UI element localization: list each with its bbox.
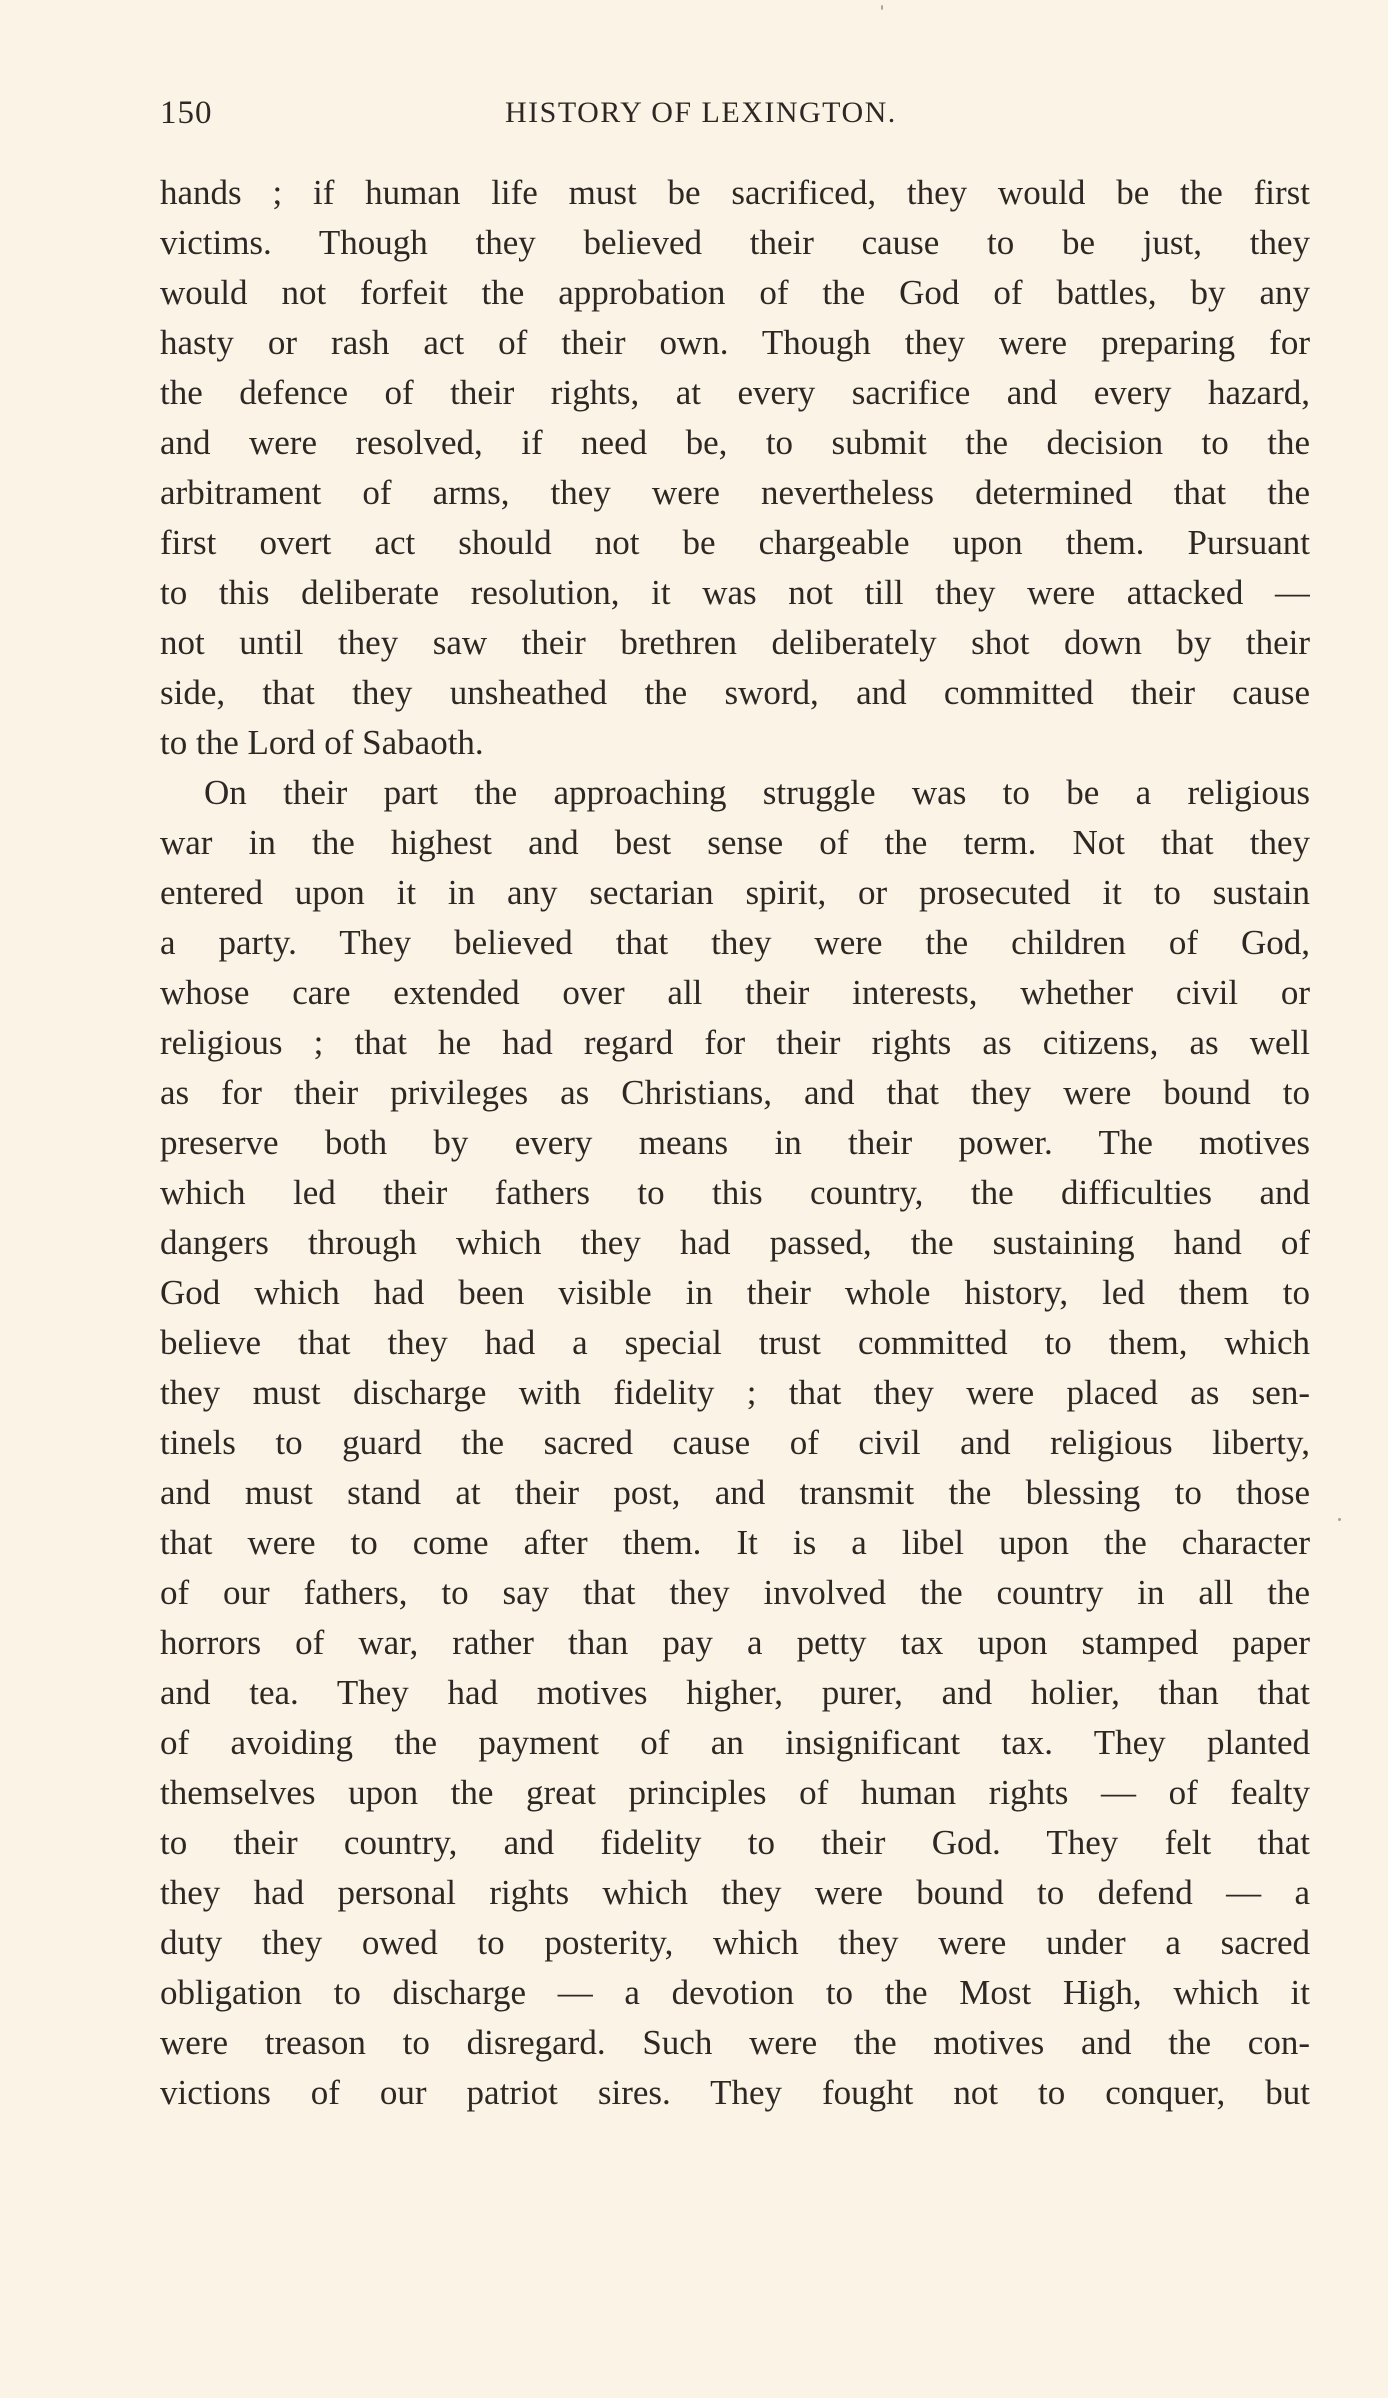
text-line: horrors of war, rather than pay a petty tax upon stamped paper <box>160 1623 1310 1662</box>
text-line: religious ; that he had regard for their rights as citizens, as well <box>160 1023 1310 1062</box>
text-line: which led their fathers to this country, the difficulties and <box>160 1173 1310 1212</box>
text-line: not until they saw their brethren deliberately shot down by their <box>160 623 1310 662</box>
text-line: of our fathers, to say that they involved the country in all the <box>160 1573 1310 1612</box>
text-line: they had personal rights which they were bound to defend — a <box>160 1873 1310 1912</box>
paragraph-first-line: On their part the approaching struggle was to be a religious <box>204 773 1310 812</box>
text-line: a party. They believed that they were the children of God, <box>160 923 1310 962</box>
text-line: entered upon it in any sectarian spirit, or prosecuted it to sustain <box>160 873 1310 912</box>
text-line: God which had been visible in their whole history, led them to <box>160 1273 1310 1312</box>
text-line: they must discharge with fidelity ; that they were placed as sen- <box>160 1373 1310 1412</box>
running-header <box>160 90 1310 136</box>
text-line: obligation to discharge — a devotion to the Most High, which it <box>160 1973 1310 2012</box>
text-line: themselves upon the great principles of human rights — of fealty <box>160 1773 1310 1812</box>
text-line: to this deliberate resolution, it was not till they were attacked — <box>160 573 1310 612</box>
text-line: were treason to disregard. Such were the motives and the con- <box>160 2023 1310 2062</box>
text-line: side, that they unsheathed the sword, and committed their cause <box>160 673 1310 712</box>
running-title: HISTORY OF LEXINGTON. <box>505 96 897 129</box>
text-line: arbitrament of arms, they were nevertheless determined that the <box>160 473 1310 512</box>
text-line: whose care extended over all their interests, whether civil or <box>160 973 1310 1012</box>
text-line: war in the highest and best sense of the term. Not that they <box>160 823 1310 862</box>
paper-speck <box>1338 1518 1341 1521</box>
text-line: that were to come after them. It is a libel upon the character <box>160 1523 1310 1562</box>
text-line: victions of our patriot sires. They fought not to conquer, but <box>160 2073 1310 2112</box>
text-line: hasty or rash act of their own. Though they were preparing for <box>160 323 1310 362</box>
text-line: and must stand at their post, and transmit the blessing to those <box>160 1473 1310 1512</box>
text-line: as for their privileges as Christians, and that they were bound to <box>160 1073 1310 1112</box>
text-line: believe that they had a special trust committed to them, which <box>160 1323 1310 1362</box>
text-line: first overt act should not be chargeable upon them. Pursuant <box>160 523 1310 562</box>
text-line: of avoiding the payment of an insignificant tax. They planted <box>160 1723 1310 1762</box>
text-line: to their country, and fidelity to their God. They felt that <box>160 1823 1310 1862</box>
text-line: hands ; if human life must be sacrificed, they would be the first <box>160 173 1310 212</box>
text-line: tinels to guard the sacred cause of civil and religious liberty, <box>160 1423 1310 1462</box>
paper-speck <box>881 5 883 10</box>
text-line: and tea. They had motives higher, purer, and holier, than that <box>160 1673 1310 1712</box>
text-line: preserve both by every means in their power. The motives <box>160 1123 1310 1162</box>
text-line: victims. Though they believed their cause to be just, they <box>160 223 1310 262</box>
text-line: duty they owed to posterity, which they were under a sacred <box>160 1923 1310 1962</box>
text-line: would not forfeit the approbation of the God of battles, by any <box>160 273 1310 312</box>
page-number: 150 <box>160 95 213 131</box>
text-line: dangers through which they had passed, the sustaining hand of <box>160 1223 1310 1262</box>
text-line: the defence of their rights, at every sacrifice and every hazard, <box>160 373 1310 412</box>
text-line: and were resolved, if need be, to submit the decision to the <box>160 423 1310 462</box>
body-text <box>160 168 1310 2118</box>
paragraph-end-line: to the Lord of Sabaoth. <box>160 723 484 762</box>
